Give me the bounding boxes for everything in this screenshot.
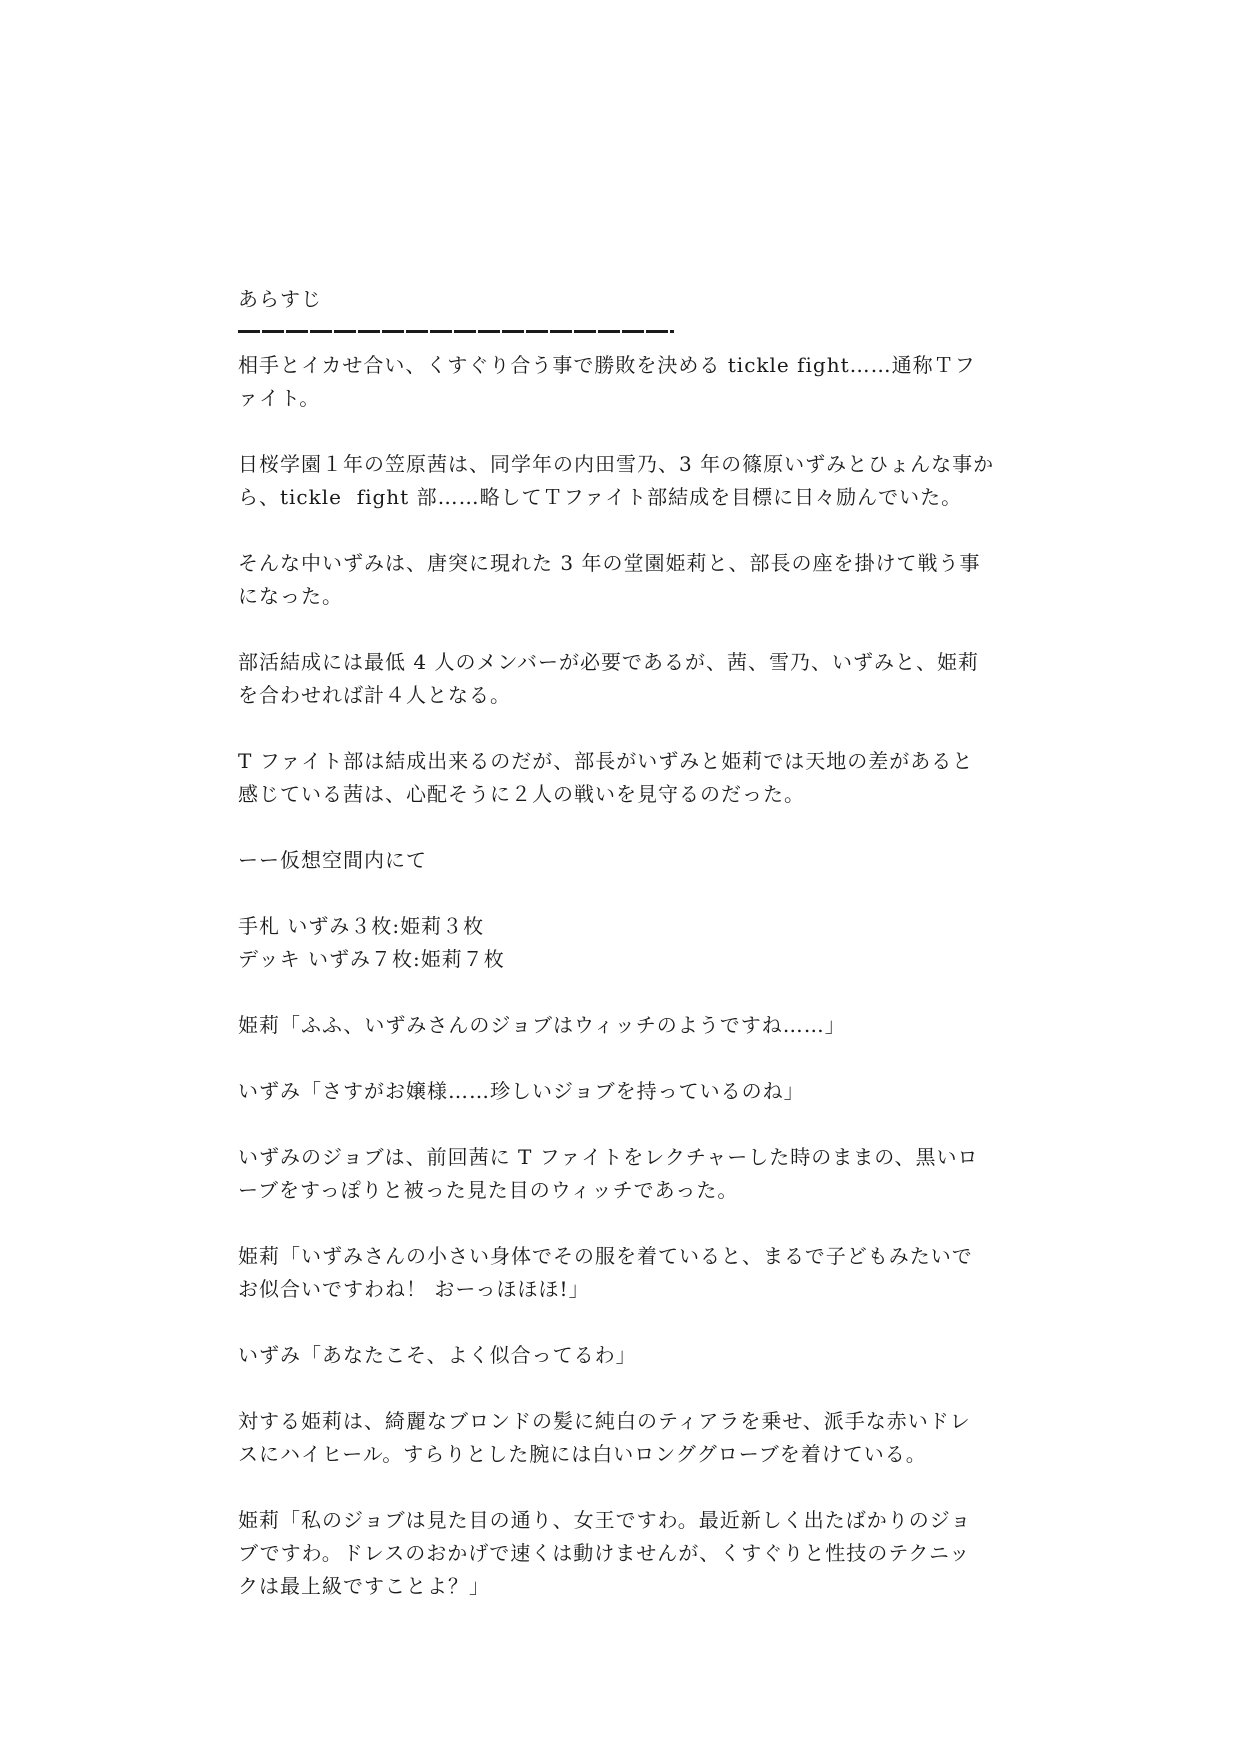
- synopsis-heading: あらすじ: [238, 287, 322, 311]
- body-text: [238, 349, 1018, 1603]
- paragraph-gap: [238, 1372, 1018, 1405]
- text-line: ブですわ。ドレスのおかげで速くは動けませんが、くすぐりと性技のテクニッ: [238, 1541, 971, 1565]
- paragraph-gap: [238, 1108, 1018, 1141]
- paragraph-gap: [238, 976, 1018, 1009]
- text-line: いずみ「あなたこそ、よく似合ってるわ」: [238, 1343, 637, 1367]
- paragraph-gap: [238, 1207, 1018, 1240]
- text-line: 相手とイカせ合い、くすぐり合う事で勝敗を決める tickle fight……通称Ｔフ: [238, 353, 976, 377]
- text-line: お似合いですわね！ おーっほほほ!」: [238, 1277, 590, 1301]
- text-line: ァイト。: [238, 386, 321, 410]
- text-line: 姫莉「いずみさんの小さい身体でその服を着ていると、まるで子どもみたいで: [238, 1244, 973, 1268]
- paragraph-gap: [238, 1306, 1018, 1339]
- text-line: を合わせれば計４人となる。: [238, 683, 511, 707]
- text-line: ーー仮想空間内にて: [238, 848, 427, 872]
- text-line: 対する姫莉は、綺麗なブロンドの髪に純白のティアラを乗せ、派手な赤いドレ: [238, 1409, 971, 1433]
- heading-divider: [238, 316, 1018, 349]
- text-column: [238, 283, 1018, 1603]
- text-line: 姫莉「私のジョブは見た目の通り、女王ですわ。最近新しく出たばかりのジョ: [238, 1508, 972, 1532]
- text-line: T ファイト部は結成出来るのだが、部長がいずみと姫莉では天地の差があると: [238, 749, 974, 773]
- text-line: 部活結成には最低 4 人のメンバーが必要であるが、茜、雪乃、いずみと、姫莉: [238, 650, 980, 674]
- text-line: そんな中いずみは、唐突に現れた 3 年の堂園姫莉と、部長の座を掛けて戦う事: [238, 551, 981, 575]
- text-line: 手札 いずみ３枚:姫莉３枚: [238, 914, 485, 938]
- text-line: 感じている茜は、心配そうに２人の戦いを見守るのだった。: [238, 782, 805, 806]
- paragraph-gap: [238, 415, 1018, 448]
- text-line: デッキ いずみ７枚:姫莉７枚: [238, 947, 505, 971]
- paragraph-gap: [238, 1471, 1018, 1504]
- text-line: いずみ「さすがお嬢様……珍しいジョブを持っているのね」: [238, 1079, 805, 1103]
- paragraph-gap: [238, 877, 1018, 910]
- text-line: になった。: [238, 584, 343, 608]
- text-line: いずみのジョブは、前回茜に T ファイトをレクチャーした時のままの、黒いロ: [238, 1145, 979, 1169]
- paragraph-gap: [238, 712, 1018, 745]
- text-line: スにハイヒール。すらりとした腕には白いロンググローブを着けている。: [238, 1442, 927, 1466]
- text-line: ーブをすっぽりと被った見た目のウィッチであった。: [238, 1178, 739, 1202]
- paragraph-gap: [238, 514, 1018, 547]
- text-line: クは最上級ですことよ？」: [238, 1574, 490, 1598]
- paragraph-gap: [238, 613, 1018, 646]
- text-line: ら、tickle fight 部……略してＴファイト部結成を目標に日々励んでいた。: [238, 485, 963, 509]
- text-line: 日桜学園１年の笠原茜は、同学年の内田雪乃、3 年の篠原いずみとひょんな事か: [238, 452, 995, 476]
- text-line: 姫莉「ふふ、いずみさんのジョブはウィッチのようですね……」: [238, 1013, 846, 1037]
- paragraph-gap: [238, 1042, 1018, 1075]
- paragraph-gap: [238, 811, 1018, 844]
